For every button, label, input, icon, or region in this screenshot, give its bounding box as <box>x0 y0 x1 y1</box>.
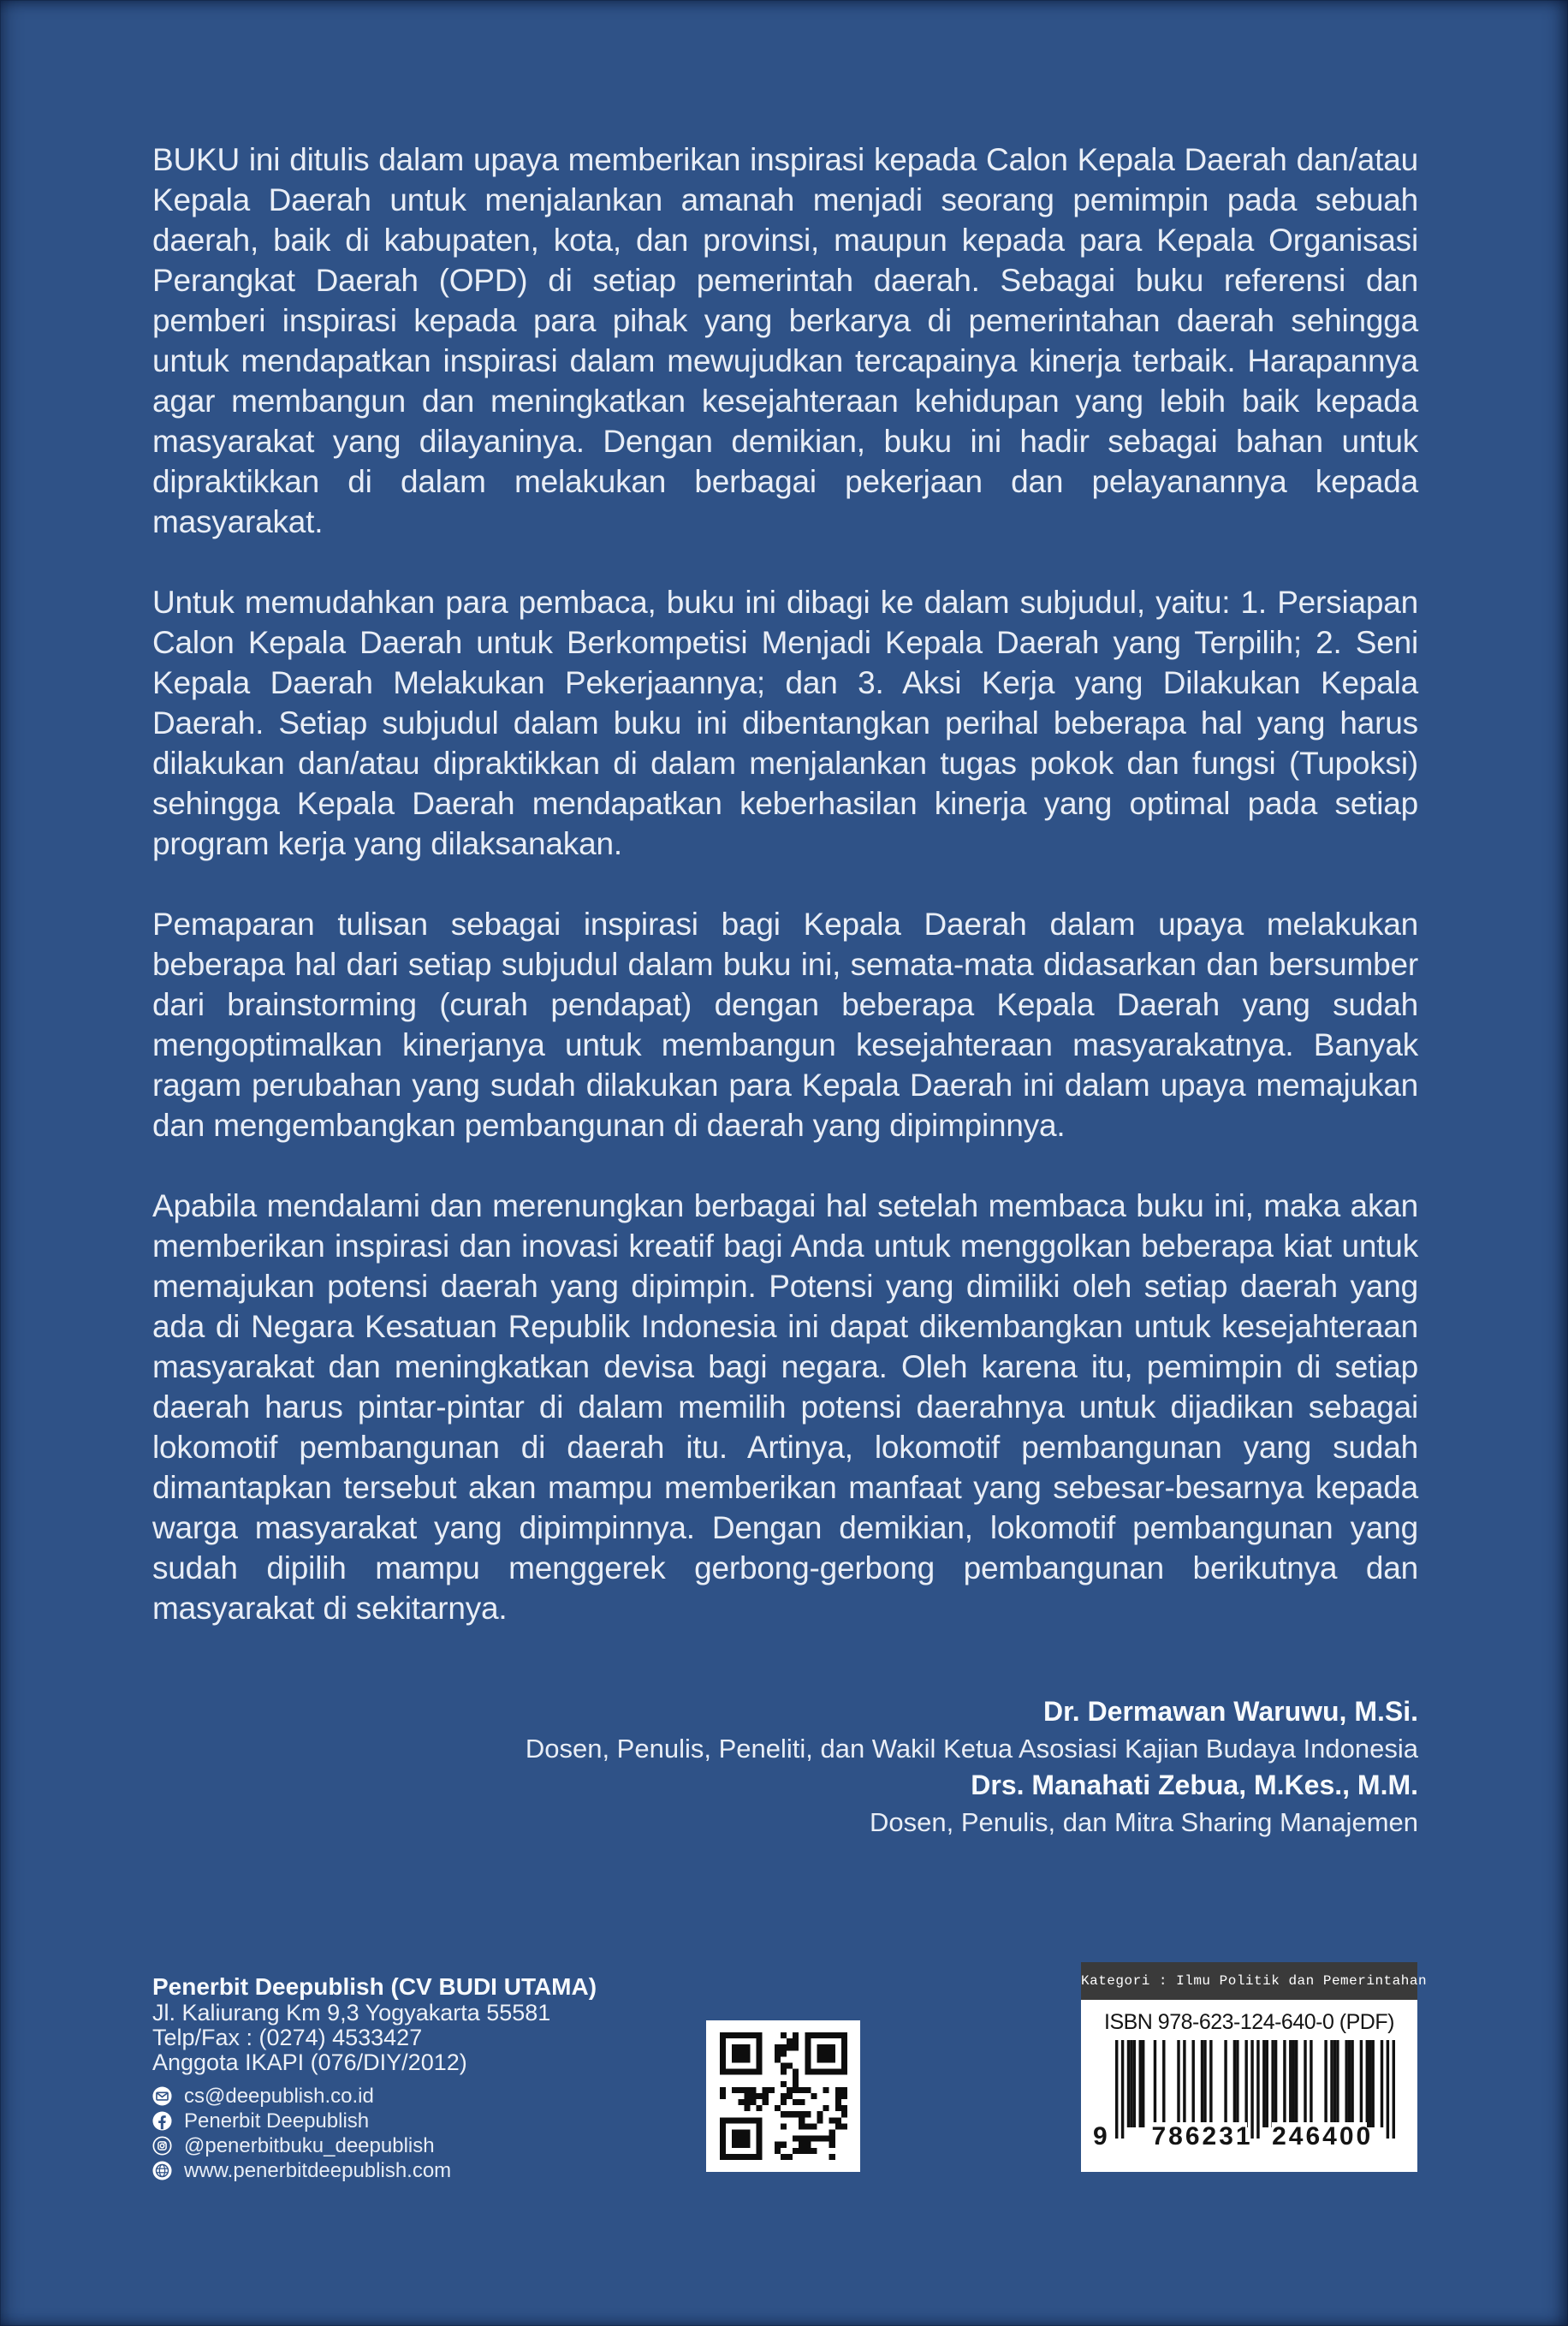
email-icon <box>152 2086 172 2106</box>
author-role: Dosen, Penulis, Peneliti, dan Wakil Ketua Asosiasi Kajian Budaya Indonesia <box>525 1734 1418 1764</box>
contact-row <box>152 2133 700 2158</box>
publisher-address: Jl. Kaliurang Km 9,3 Yogyakarta 55581 <box>152 2000 551 2026</box>
barcode-digit-left-group: 786231 <box>1151 2122 1253 2151</box>
isbn-box <box>1081 2000 1417 2172</box>
isbn-number: ISBN 978-623-124-640-0 (PDF) <box>1104 2010 1394 2034</box>
contact-row <box>152 2109 700 2133</box>
synopsis-paragraph-3: Pemaparan tulisan sebagai inspirasi bagi Kepala Daerah dalam upaya melakukan beberapa hal dari setiap subjudul dalam buku ini, semata-mata didasarkan dan bersumber dari brainstorming (curah pendapat) dengan beberapa Kepala Daerah yang sudah mengoptimalkan kinerjanya untuk membangun kesejahteraan masyarakatnya. Banyak ragam perubahan yang sudah dilakukan para Kepala Daerah ini dalam upaya memajukan dan mengembangkan pembangunan di daerah yang dipimpinnya. <box>152 907 1418 1143</box>
authors-block <box>152 1693 1418 1841</box>
publisher-block <box>152 1972 700 2183</box>
category-badge: Kategori : Ilmu Politik dan Pemerintahan <box>1081 1962 1417 2000</box>
isbn-area <box>1081 1962 1428 2172</box>
author-role: Dosen, Penulis, dan Mitra Sharing Manajemen <box>869 1807 1418 1837</box>
publisher-membership: Anggota IKAPI (076/DIY/2012) <box>152 2049 467 2075</box>
author-name: Drs. Manahati Zebua, M.Kes., M.M. <box>971 1770 1418 1800</box>
contact-instagram: @penerbitbuku_deepublish <box>184 2133 435 2157</box>
barcode-digit-first: 9 <box>1093 2122 1108 2151</box>
contact-row <box>152 2084 700 2109</box>
contact-website: www.penerbitdeepublish.com <box>184 2158 452 2182</box>
ean13-barcode <box>1093 2040 1395 2151</box>
globe-icon <box>152 2161 172 2180</box>
qr-code <box>706 2020 860 2172</box>
synopsis-paragraph-4: Apabila mendalami dan merenungkan berbagai hal setelah membaca buku ini, maka akan memberikan inspirasi dan inovasi kreatif bagi Anda untuk menggolkan beberapa kiat untuk memajukan potensi daerah yang dipimpin. Potensi yang dimiliki oleh setiap daerah yang ada di Negara Kesatuan Republik Indonesia ini dapat dikembangkan untuk kesejahteraan masyarakat dan meningkatkan devisa bagi negara. Oleh karena itu, pemimpin di setiap daerah harus pintar-pintar di dalam memilih potensi daerahnya untuk dijadikan sebagai lokomotif pembangunan di daerah itu. Artinya, lokomotif pembangunan yang sudah dimantapkan tersebut akan mampu memberikan manfaat yang sebesar-besarnya kepada warga masyarakat yang dipimpinnya. Dengan demikian, lokomotif pembangunan yang sudah dipilih mampu menggerek gerbong-gerbong pembangunan berikutnya dan masyarakat di sekitarnya. <box>152 1188 1418 1626</box>
barcode-digit-right-group: 246400 <box>1272 2122 1374 2151</box>
contact-facebook: Penerbit Deepublish <box>184 2109 370 2133</box>
instagram-icon <box>152 2136 172 2156</box>
publisher-contacts <box>152 2084 700 2183</box>
barcode-digits <box>1093 2122 1395 2153</box>
synopsis <box>152 140 1418 1669</box>
author-name: Dr. Dermawan Waruwu, M.Si. <box>1042 1696 1418 1727</box>
publisher-phone: Telp/Fax : (0274) 4533427 <box>152 2025 423 2050</box>
contact-row <box>152 2158 700 2183</box>
synopsis-paragraph-1: BUKU ini ditulis dalam upaya memberikan inspirasi kepada Calon Kepala Daerah dan/atau Kepala Daerah untuk menjalankan amanah menjadi seorang pemimpin pada sebuah daerah, baik di kabupaten, kota, dan provinsi, maupun kepada para Kepala Organisasi Perangkat Daerah (OPD) di setiap pemerintah daerah. Sebagai buku referensi dan pemberi inspirasi kepada para pihak yang berkarya di pemerintahan daerah sehingga untuk mendapatkan inspirasi dalam mewujudkan tercapainya kinerja terbaik. Harapannya agar membangun dan meningkatkan kesejahteraan kehidupan yang lebih baik kepada masyarakat yang dilayaninya. Dengan demikian, buku ini hadir sebagai bahan untuk dipraktikkan di dalam melakukan berbagai pekerjaan dan pelayanannya kepada masyarakat. <box>152 142 1418 539</box>
contact-email: cs@deepublish.co.id <box>184 2084 374 2108</box>
synopsis-paragraph-2: Untuk memudahkan para pembaca, buku ini dibagi ke dalam subjudul, yaitu: 1. Persiapan Calon Kepala Daerah untuk Berkompetisi Menjadi Kepala Daerah yang Terpilih; 2. Seni Kepala Daerah Melakukan Pekerjaannya; dan 3. Aksi Kerja yang Dilakukan Kepala Daerah. Setiap subjudul dalam buku ini dibentangkan perihal beberapa hal yang harus dilakukan dan/atau dipraktikkan di dalam menjalankan tugas pokok dan fungsi (Tupoksi) sehingga Kepala Daerah mendapatkan keberhasilan kinerja yang optimal pada setiap program kerja yang dilaksanakan. <box>152 585 1418 861</box>
publisher-name: Penerbit Deepublish (CV BUDI UTAMA) <box>152 1973 597 2000</box>
facebook-icon <box>152 2111 172 2131</box>
